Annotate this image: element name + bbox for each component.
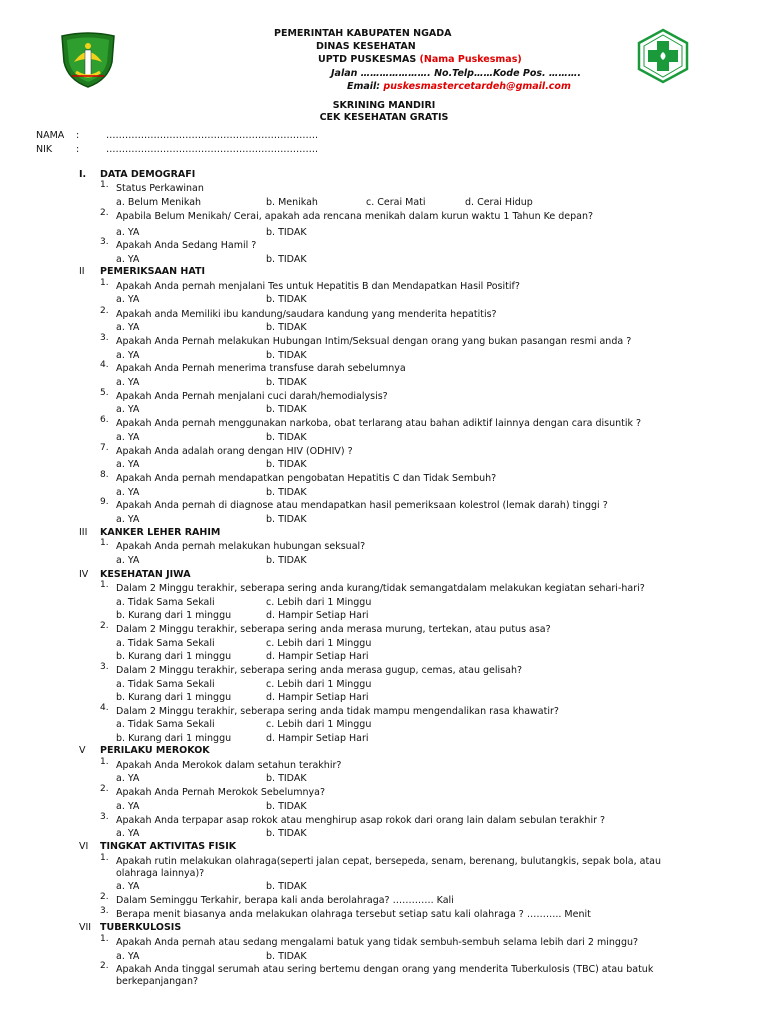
header-department: DINAS KESEHATAN <box>316 41 416 52</box>
option-tidak-sama-sekali[interactable]: a. Tidak Sama Sekali <box>116 638 215 649</box>
form-subtitle: CEK KESEHATAN GRATIS <box>319 112 449 123</box>
option-tidak[interactable]: b. TIDAK <box>266 487 307 498</box>
option-lebih-dari-1-minggu[interactable]: c. Lebih dari 1 Minggu <box>266 597 372 608</box>
option-tidak[interactable]: b. TIDAK <box>266 377 307 388</box>
nama-row[interactable] <box>36 130 318 141</box>
option-tidak[interactable]: b. TIDAK <box>266 828 307 839</box>
option-tidak[interactable]: b. TIDAK <box>266 801 307 812</box>
header-puskesmas-label: UPTD PUSKESMAS <box>318 54 420 65</box>
option-lebih-dari-1-minggu[interactable]: c. Lebih dari 1 Minggu <box>266 638 372 649</box>
question-number: 1. <box>100 934 109 944</box>
section-title: PEMERIKSAAN HATI <box>100 266 205 277</box>
question-number: 9. <box>100 497 109 507</box>
question-text: Apakah Anda pernah mendapatkan pengobatan Hepatitis C dan Tidak Sembuh? <box>116 473 497 484</box>
question-text: Dalam 2 Minggu terakhir, seberapa sering anda kurang/tidak semangatdalam melakukan kegiatan sehari-hari? <box>116 583 645 594</box>
option-ya[interactable]: a. YA <box>116 828 140 839</box>
option-tidak[interactable]: b. TIDAK <box>266 432 307 443</box>
option-lebih-dari-1-minggu[interactable]: c. Lebih dari 1 Minggu <box>266 679 372 690</box>
option-kurang-dari-1-minggu[interactable]: b. Kurang dari 1 minggu <box>116 610 232 621</box>
option-tidak[interactable]: b. TIDAK <box>266 294 307 305</box>
question-number: 4. <box>100 360 109 370</box>
question-number: 2. <box>100 621 109 631</box>
option-tidak-sama-sekali[interactable]: a. Tidak Sama Sekali <box>116 679 215 690</box>
question-number: 7. <box>100 443 109 453</box>
letterhead <box>0 0 768 100</box>
question-text: Apakah Anda Sedang Hamil ? <box>116 240 257 251</box>
question-number: 1. <box>100 180 109 190</box>
question-number: 2. <box>100 208 109 218</box>
ngada-regency-emblem-icon <box>58 32 118 88</box>
question-number: 4. <box>100 703 109 713</box>
option-tidak[interactable]: b. TIDAK <box>266 459 307 470</box>
question-number: 6. <box>100 415 109 425</box>
option-ya[interactable]: a. YA <box>116 294 140 305</box>
option-ya[interactable]: a. YA <box>116 322 140 333</box>
option-ya[interactable]: a. YA <box>116 801 140 812</box>
question-text: Apabila Belum Menikah/ Cerai, apakah ada rencana menikah dalam kurun waktu 1 Tahun Ke depan? <box>116 211 594 222</box>
question-number: 1. <box>100 538 109 548</box>
section-number: I. <box>79 169 87 180</box>
option-cerai-hidup[interactable]: d. Cerai Hidup <box>465 197 533 208</box>
section-title: KANKER LEHER RAHIM <box>100 527 221 538</box>
form-title: SKRINING MANDIRI <box>332 100 436 111</box>
section-title: TUBERKULOSIS <box>100 922 182 933</box>
section-title: KESEHATAN JIWA <box>100 569 191 580</box>
option-ya[interactable]: a. YA <box>116 404 140 415</box>
question-number: 1. <box>100 757 109 767</box>
option-belum-menikah[interactable]: a. Belum Menikah <box>116 197 202 208</box>
option-ya[interactable]: a. YA <box>116 881 140 892</box>
question-text: Dalam 2 Minggu terakhir, seberapa sering anda merasa murung, tertekan, atau putus asa? <box>116 624 551 635</box>
option-kurang-dari-1-minggu[interactable]: b. Kurang dari 1 minggu <box>116 692 232 703</box>
question-text: Apakah Anda Pernah menjalani cuci darah/hemodialysis? <box>116 391 388 402</box>
nik-field[interactable]: …………………………………………………………. <box>106 144 319 155</box>
option-tidak[interactable]: b. TIDAK <box>266 555 307 566</box>
question-text: Apakah Anda adalah orang dengan HIV (ODHIV) ? <box>116 446 353 457</box>
option-ya[interactable]: a. YA <box>116 350 140 361</box>
option-tidak-sama-sekali[interactable]: a. Tidak Sama Sekali <box>116 719 215 730</box>
option-tidak[interactable]: b. TIDAK <box>266 773 307 784</box>
question-text: Apakah Anda pernah menjalani Tes untuk Hepatitis B dan Mendapatkan Hasil Positif? <box>116 281 520 292</box>
question-number: 3. <box>100 662 109 672</box>
option-hampir-setiap-hari[interactable]: d. Hampir Setiap Hari <box>266 610 369 621</box>
section-number: V <box>79 745 86 756</box>
option-ya[interactable]: a. YA <box>116 254 140 265</box>
option-ya[interactable]: a. YA <box>116 773 140 784</box>
question-number: 2. <box>100 784 109 794</box>
option-cerai-mati[interactable]: c. Cerai Mati <box>366 197 426 208</box>
section-number: II <box>79 266 85 277</box>
option-tidak[interactable]: b. TIDAK <box>266 514 307 525</box>
header-email-label: Email: <box>347 81 384 92</box>
nama-field[interactable]: …………………………………………………………. <box>106 130 319 141</box>
option-hampir-setiap-hari[interactable]: d. Hampir Setiap Hari <box>266 733 369 744</box>
question-number: 1. <box>100 278 109 288</box>
header-puskesmas-name: (Nama Puskesmas) <box>419 54 522 65</box>
puskesmas-logo-icon <box>635 28 691 84</box>
option-lebih-dari-1-minggu[interactable]: c. Lebih dari 1 Minggu <box>266 719 372 730</box>
section-number: VI <box>79 841 89 852</box>
colon: : <box>76 144 80 155</box>
header-address: Jalan …………………. No.Telp……Kode Pos. ………. <box>331 68 582 79</box>
header-email <box>347 81 571 92</box>
question-number: 1. <box>100 853 109 863</box>
header-puskesmas <box>318 54 522 65</box>
header-email-address: puskesmastercetardeh@gmail.com <box>383 81 571 92</box>
question-number: 5. <box>100 388 109 398</box>
question-text: Apakah Anda pernah atau sedang mengalami batuk yang tidak sembuh-sembuh selama lebih dari 2 minggu? <box>116 937 639 948</box>
question-number: 2. <box>100 892 109 902</box>
option-ya[interactable]: a. YA <box>116 459 140 470</box>
option-hampir-setiap-hari[interactable]: d. Hampir Setiap Hari <box>266 651 369 662</box>
nik-label: NIK <box>36 144 53 155</box>
question-text: Apakah Anda terpapar asap rokok atau menghirup asap rokok dari orang lain dalam sebulan terakhir ? <box>116 815 606 826</box>
option-tidak[interactable]: b. TIDAK <box>266 254 307 265</box>
option-tidak[interactable]: b. TIDAK <box>266 322 307 333</box>
question-number: 3. <box>100 906 109 916</box>
option-ya[interactable]: a. YA <box>116 951 140 962</box>
option-tidak[interactable]: b. TIDAK <box>266 350 307 361</box>
question-text: Apakah Anda pernah di diagnose atau mendapatkan hasil pemeriksaan kolestrol (lemak darah) tinggi ? <box>116 500 608 511</box>
question-text: Apakah Anda pernah melakukan hubungan seksual? <box>116 541 366 552</box>
option-menikah[interactable]: b. Menikah <box>266 197 318 208</box>
nama-label: NAMA <box>36 130 65 141</box>
question-text: Apakah Anda pernah menggunakan narkoba, obat terlarang atau bahan adiktif lainnya dengan cara disuntik ? <box>116 418 642 429</box>
option-tidak-sama-sekali[interactable]: a. Tidak Sama Sekali <box>116 597 215 608</box>
option-ya[interactable]: a. YA <box>116 487 140 498</box>
question-number: 3. <box>100 237 109 247</box>
question-text[interactable]: Dalam Seminggu Terkahir, berapa kali anda berolahraga? …………. Kali <box>116 895 454 906</box>
question-number: 3. <box>100 812 109 822</box>
question-text: Dalam 2 Minggu terakhir, seberapa sering anda merasa gugup, cemas, atau gelisah? <box>116 665 523 676</box>
option-ya[interactable]: a. YA <box>116 227 140 238</box>
option-ya[interactable]: a. YA <box>116 555 140 566</box>
question-text[interactable]: Berapa menit biasanya anda melakukan olahraga tersebut setiap satu kali olahraga ? ……….. Menit <box>116 909 591 920</box>
section-number: III <box>79 527 88 538</box>
option-tidak[interactable]: b. TIDAK <box>266 227 307 238</box>
section-number: VII <box>79 922 92 933</box>
question-number: 8. <box>100 470 109 480</box>
section-title: PERILAKU MEROKOK <box>100 745 210 756</box>
colon: : <box>76 130 80 141</box>
option-ya[interactable]: a. YA <box>116 432 140 443</box>
question-text: Apakah Anda tinggal serumah atau sering bertemu dengan orang yang menderita Tuberkulosis (TBC) atau batuk berkepanjangan? <box>116 964 654 987</box>
option-ya[interactable]: a. YA <box>116 514 140 525</box>
question-number: 3. <box>100 333 109 343</box>
question-text: Apakah rutin melakukan olahraga(seperti jalan cepat, bersepeda, senam, berenang, bulutangkis, sepak bola, atau olahraga lainnya)? <box>116 856 662 879</box>
question-number: 2. <box>100 961 109 971</box>
question-number: 2. <box>100 306 109 316</box>
nik-row[interactable] <box>36 144 318 155</box>
question-number: 1. <box>100 580 109 590</box>
question-text: Apakah Anda Pernah melakukan Hubungan Intim/Seksual dengan orang yang bukan pasangan resmi anda ? <box>116 336 632 347</box>
section-number: IV <box>79 569 89 580</box>
section-title: DATA DEMOGRAFI <box>100 169 196 180</box>
question-text: Apakah Anda Pernah menerima transfuse darah sebelumnya <box>116 363 406 374</box>
option-kurang-dari-1-minggu[interactable]: b. Kurang dari 1 minggu <box>116 733 232 744</box>
question-text: Apakah anda Memiliki ibu kandung/saudara kandung yang menderita hepatitis? <box>116 309 497 320</box>
question-text: Status Perkawinan <box>116 183 204 194</box>
question-text: Dalam 2 Minggu terakhir, seberapa sering anda tidak mampu mengendalikan rasa khawatir? <box>116 706 559 717</box>
header-government: PEMERINTAH KABUPATEN NGADA <box>274 28 452 39</box>
option-ya[interactable]: a. YA <box>116 377 140 388</box>
section-title: TINGKAT AKTIVITAS FISIK <box>100 841 237 852</box>
option-tidak[interactable]: b. TIDAK <box>266 404 307 415</box>
question-text: Apakah Anda Merokok dalam setahun terakhir? <box>116 760 342 771</box>
option-kurang-dari-1-minggu[interactable]: b. Kurang dari 1 minggu <box>116 651 232 662</box>
option-hampir-setiap-hari[interactable]: d. Hampir Setiap Hari <box>266 692 369 703</box>
option-tidak[interactable]: b. TIDAK <box>266 881 307 892</box>
question-text: Apakah Anda Pernah Merokok Sebelumnya? <box>116 787 326 798</box>
option-tidak[interactable]: b. TIDAK <box>266 951 307 962</box>
